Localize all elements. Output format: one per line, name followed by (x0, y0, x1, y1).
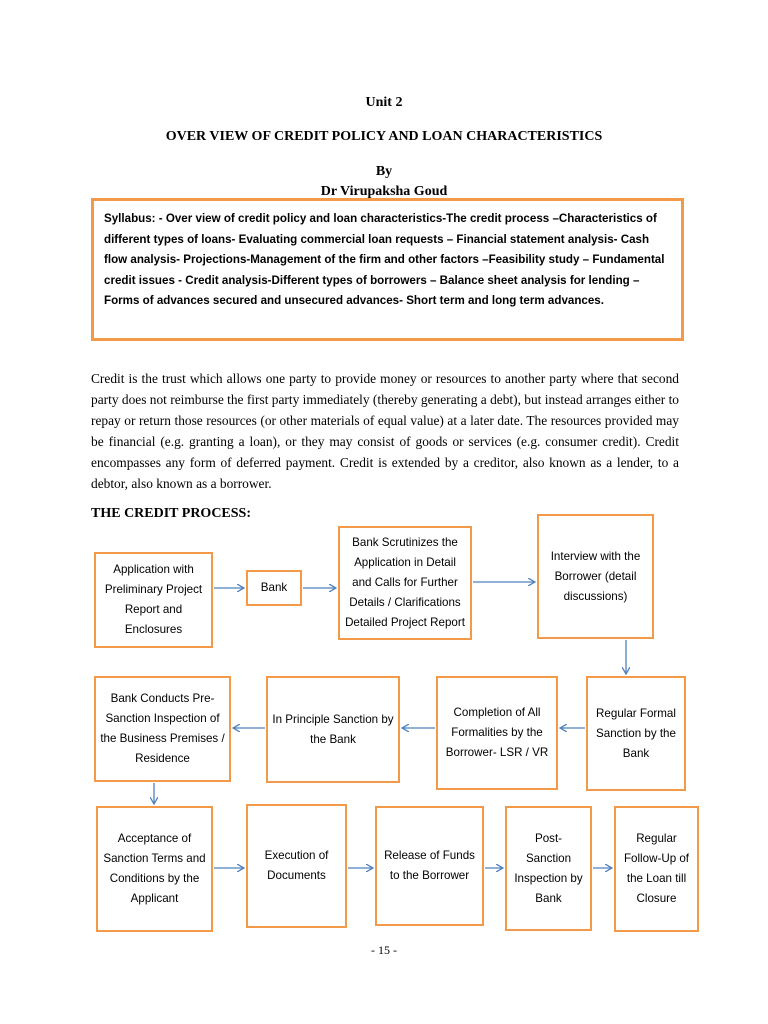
flow-box-interview (537, 514, 654, 639)
flow-box-acceptance (96, 806, 213, 932)
intro-paragraph: Credit is the trust which allows one party to provide money or resources to another party where that second party does not reimburse the first party immediately (thereby generating a debt), but instead arranges either to repay or return those resources (or other materials of equal value) at a later date. The resources provided may be financial (e.g. granting a loan), or they may consist of goods or services (e.g. consumer credit). Credit encompasses any form of deferred payment. Credit is extended by a creditor, also known as a lender, to a debtor, also known as a borrower. (91, 371, 679, 491)
flow-label-execution: Execution of Documents (264, 849, 329, 882)
page-number: - 15 - (371, 943, 397, 957)
flow-label-bank: Bank (260, 581, 288, 594)
flow-box-regular-sanction (586, 676, 686, 791)
flow-box-pre-sanction (94, 676, 231, 782)
flow-label-in-principle: In Principle Sanction by the Bank (272, 712, 394, 746)
flow-box-follow-up (614, 806, 699, 932)
syllabus-text: Syllabus: - Over view of credit policy and loan characteristics-The credit process –Characteristics of different types of loans- Evaluating commercial loan requests – Financial statement analysis- Cash flow analysis- Projections-Management of the firm and other factors –Feasibility study – Fundamental credit issues - Credit analysis-Different types of borrowers – Balance sheet analysis for lending – Forms of advances secured and unsecured advances- Short term and long term advances. (104, 212, 665, 307)
flow-label-release: Release of Funds to the Borrower (384, 849, 475, 882)
syllabus-box (91, 198, 684, 341)
flow-box-release (375, 806, 484, 926)
flow-box-application (94, 552, 213, 648)
flow-label-post-sanction: Post- Sanction Inspection by Bank (514, 831, 583, 905)
section-title: THE CREDIT PROCESS: (91, 506, 252, 521)
flow-box-execution (246, 804, 347, 928)
flow-label-pre-sanction: Bank Conducts Pre- Sanction Inspection of the Business Premises / Residence (100, 692, 225, 765)
flow-box-post-sanction (505, 806, 592, 931)
flow-label-acceptance: Acceptance of Sanction Terms and Conditions by the Applicant (103, 832, 206, 905)
unit-label: Unit 2 (365, 95, 403, 110)
flow-label-regular-sanction: Regular Formal Sanction by the Bank (596, 706, 676, 760)
flow-label-application: Application with Preliminary Project Report and Enclosures (104, 563, 203, 636)
author-name: Dr Virupaksha Goud (320, 184, 448, 199)
by-label: By (375, 164, 393, 179)
flow-box-in-principle (266, 676, 400, 783)
flow-box-completion (436, 676, 558, 790)
flow-box-bank (246, 570, 302, 606)
document-title: OVER VIEW OF CREDIT POLICY AND LOAN CHARACTERISTICS (165, 129, 603, 144)
flow-box-scrutinizes (338, 526, 472, 640)
flow-label-scrutinizes: Bank Scrutinizes the Application in Detail and Calls for Further Details / Clarifications Detailed Project Report (345, 536, 465, 629)
flow-label-follow-up: Regular Follow-Up of the Loan till Closure (623, 832, 690, 905)
flow-label-completion: Completion of All Formalities by the Borrower- LSR / VR (445, 706, 549, 759)
flow-label-interview: Interview with the Borrower (detail discussions) (550, 549, 641, 603)
